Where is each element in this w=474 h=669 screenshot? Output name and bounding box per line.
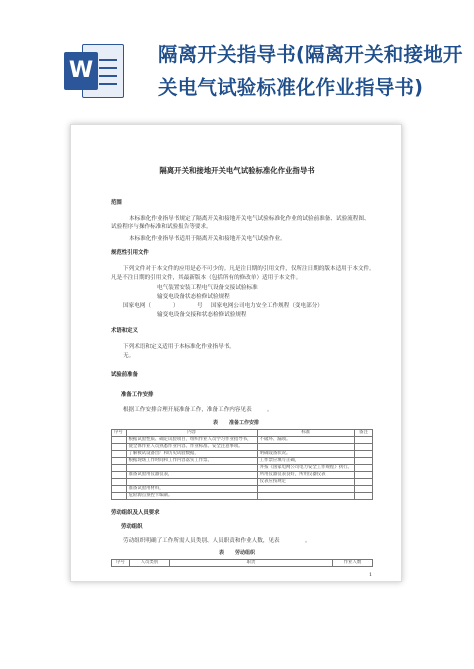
table-header: 作业人数 [333, 560, 373, 567]
table-cell: 使全体作业人员熟悉作业内容、作业标准、安全注意事项。 [126, 444, 257, 451]
table-cell: 根据现场工作时间和工作内容落实工作票。 [126, 458, 257, 465]
scope-paragraph: 本标准化作业指导书适用于隔离开关和接地开关电气试验作业。 [129, 236, 286, 242]
prep-work-table [111, 429, 373, 500]
table-header: 序号 [112, 430, 127, 437]
word-document-icon [64, 38, 124, 100]
table1-caption: 准备工作安排 [229, 420, 260, 426]
section-work-title: 准备工作安排 [121, 392, 154, 398]
section-labor-title: 劳动组织及人员要求 [111, 510, 160, 516]
table-cell: 根据试验性质、确定试验项目，组织作业人员学习作业指导书， [126, 437, 257, 444]
refs-item: 电气装置安装工程电气设备交接试验标准 [157, 285, 258, 291]
table-row [112, 465, 373, 472]
section-labor-sub: 劳动组织 [121, 524, 143, 530]
section-terms-title: 术语和定义 [111, 328, 138, 334]
table-header: 职责 [169, 560, 332, 567]
table-header: 备注 [354, 430, 372, 437]
section-prep-title: 试验前准备 [111, 372, 138, 378]
refs-item: 输变电设备交接和状态检修试验规程 [157, 312, 247, 318]
section-scope-title: 范围 [111, 200, 122, 206]
table-cell: 明确设备状况。 [257, 451, 354, 458]
table-header: 内容 [126, 430, 257, 437]
document-heading: 隔离开关和接地开关电气试验标准化作业指导书 [159, 166, 315, 175]
table-cell: 准备试验用材料， [126, 486, 257, 493]
table-cell: 危险源点预控卡编制。 [126, 493, 257, 500]
word-letter: W [64, 52, 98, 90]
table-row [112, 458, 373, 465]
section-refs-title: 规范性引用文件 [111, 250, 149, 256]
document-page [70, 124, 402, 582]
labor-paragraph: 劳动组织明确了工作所需人员类别、人员职责和作业人数，见表 [123, 538, 280, 544]
work-paragraph: 根据工作安排合理开展准备工作，准备工作内容见表 [123, 407, 252, 413]
table-header-row [112, 430, 373, 437]
table2-caption-label: 表 [219, 550, 225, 556]
table-header: 标准 [257, 430, 354, 437]
banner [0, 0, 474, 118]
table-cell: 了解被试设备出厂和历史试验数据， [126, 451, 257, 458]
table2-caption: 劳动组织 [235, 550, 256, 556]
table-row [112, 493, 373, 500]
banner-title: 隔离开关指导书(隔离开关和接地开关电气试验标准化作业指导书) [158, 43, 463, 99]
table-cell: 准备试验用仪器仪表， [126, 472, 257, 479]
labor-paragraph-end: 。 [305, 538, 311, 544]
table-row [112, 437, 373, 444]
table-cell: 所用仪器仪表良好，所用仪器仪表 [257, 472, 354, 479]
refs-item-paren: ） [173, 303, 179, 309]
table-header-row [112, 560, 373, 567]
table-cell: 并按《国家电网公司电力安全工作规程》执行。 [257, 465, 354, 472]
table-row [112, 486, 373, 493]
refs-item: 输变电设备状态检修试验规程 [157, 294, 230, 300]
terms-paragraph: 无。 [123, 353, 135, 359]
page-number: 1 [369, 572, 373, 578]
terms-paragraph: 下列术语和定义适用于本标准化作业指导书。 [123, 344, 235, 350]
refs-item: 国家电网公司电力安全工作规程（变电部分） [211, 303, 323, 309]
refs-paragraph: 下列文件对于本文件的应用是必不可少的。凡是注日期的引用文件，仅所注日期的版本适用于本文件。 [123, 266, 375, 272]
table-row [112, 451, 373, 458]
table-cell: 不破坏、漏项。 [257, 437, 354, 444]
table-header: 序号 [112, 560, 130, 567]
table-row [112, 479, 373, 486]
table-row [112, 472, 373, 479]
scope-paragraph: 本标准化作业指导书规定了隔离开关和接地开关电气试验标准化作业的试验前准备、试验流程图、 [129, 216, 370, 222]
refs-paragraph: 凡是不注日期的引用文件，其最新版本（包括所有的修改单）适用于本文件。 [111, 275, 302, 281]
refs-item-prefix: 国家电网（ [123, 303, 151, 309]
refs-item-number: 号 [197, 303, 203, 309]
labor-table [111, 559, 373, 567]
table-cell: 工作票应填写正确， [257, 458, 354, 465]
table-cell: 仪表应按规定 [257, 479, 354, 486]
table-row [112, 444, 373, 451]
work-paragraph-end: 。 [267, 407, 273, 413]
table1-caption-label: 表 [213, 420, 219, 426]
table-header: 人员类别 [129, 560, 169, 567]
scope-paragraph: 试验程序与操作标准和试验报告等要求。 [111, 224, 212, 230]
